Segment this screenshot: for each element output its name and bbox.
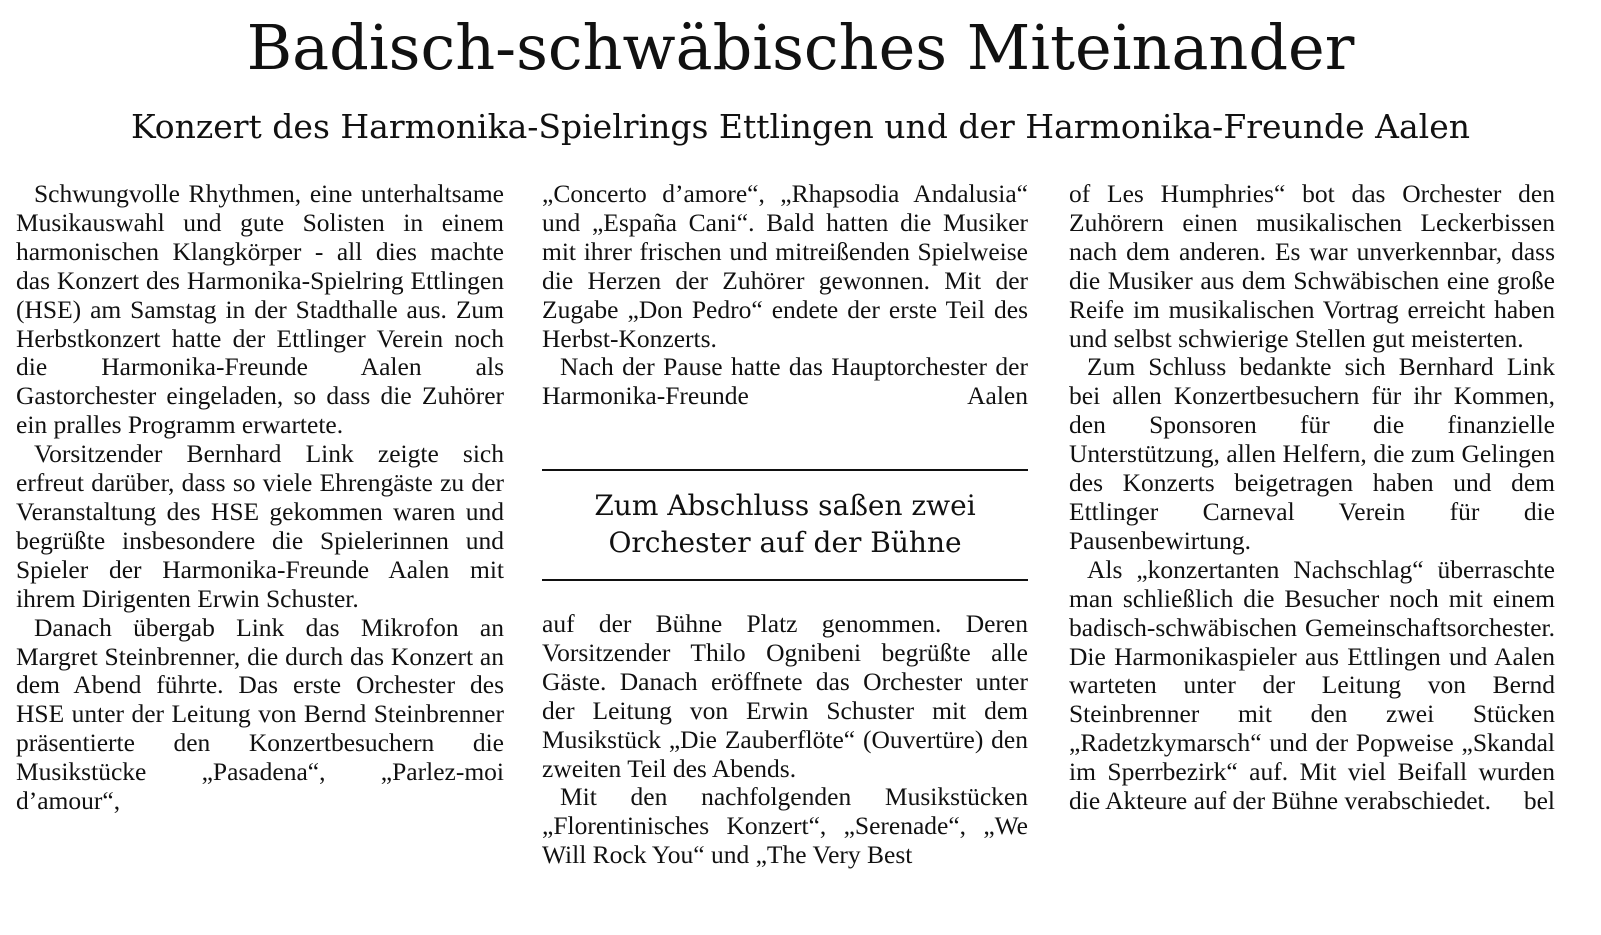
paragraph: of Les Humphries“ bot das Orchester den Zuhörern einen musikalischen Leckerbissen nach dem anderen. Es war unverkennbar, dass die Musiker aus dem Schwäbischen eine große Reife im musikalischen Vortrag erreicht haben und selbst schwierige Stellen gut meisterten. (1069, 179, 1555, 353)
subheadline: Konzert des Harmonika-Spielrings Ettlingen und der Harmonika-Freunde Aalen (130, 107, 1471, 146)
paragraph: Vorsitzender Bernhard Link zeigte sich erfreut darüber, dass so viele Ehrengäste zu der Veranstaltung des HSE gekommen waren und begrüßte insbesondere die Spielerinnen und Spieler der Harmonika-Freunde Aalen mit ihrem Dirigenten Erwin Schuster. (16, 439, 504, 613)
pullquote-line: Zum Abschluss saßen zwei (594, 489, 976, 522)
paragraph (1069, 556, 1555, 816)
article-column-2-continued (542, 610, 1028, 870)
headline: Badisch-schwäbisches Miteinander (246, 11, 1355, 84)
author-signature: bel (1523, 786, 1555, 816)
paragraph-text: Als „konzertanten Nachschlag“ überraschte man schließlich die Besucher noch mit einem badisch-schwäbischen Gemeinschaftsorchester. Die Harmonikaspieler aus Ettlingen und Aalen warteten unter der Leitung von Bernd Steinbrenner mit den zwei Stücken „Radetzkymarsch“ und der Popweise „Skandal im Sperrbezirk“ auf. Mit viel Beifall wurden die Akteure auf der Bühne verabschiedet. (1069, 554, 1555, 816)
paragraph: „Concerto d’amore“, „Rhapsodia Andalusia“ und „España Cani“. Bald hatten die Musiker mit ihrer frischen und mitreißenden Spielweise die Herzen der Zuhörer gewonnen. Mit der Zugabe „Don Pedro“ endete der erste Teil des Herbst-Konzerts. (542, 179, 1028, 353)
pullquote-line: Orchester auf der Bühne (608, 526, 962, 559)
article-column-3 (1069, 180, 1555, 816)
pullquote (542, 469, 1028, 581)
article-column-1 (16, 180, 504, 816)
paragraph: Nach der Pause hatte das Hauptorchester der Harmonika-Freunde Aalen (542, 352, 1028, 411)
paragraph: Zum Schluss bedankte sich Bernhard Link bei allen Konzertbesuchern für ihr Kommen, den Sponsoren für die finanzielle Unterstützung, allen Helfern, die zum Gelingen des Konzerts beigetragen haben und dem Ettlinger Carneval Verein für die Pausenbewirtung. (1069, 352, 1555, 555)
paragraph: auf der Bühne Platz genommen. Deren Vorsitzender Thilo Ognibeni begrüßte alle Gäste. Danach eröffnete das Orchester unter der Leitung von Erwin Schuster mit dem Musikstück „Die Zauberflöte“ (Ouvertüre) den zweiten Teil des Abends. (542, 609, 1028, 783)
paragraph: Mit den nachfolgenden Musikstücken „Florentinisches Konzert“, „Serenade“, „We Will Rock You“ und „The Very Best (542, 782, 1028, 870)
paragraph: Schwungvolle Rhythmen, eine unterhaltsame Musikauswahl und gute Solisten in einem harmonischen Klangkörper - all dies machte das Konzert des Harmonika-Spielring Ettlingen (HSE) am Samstag in der Stadthalle aus. Zum Herbstkonzert hatte der Ettlinger Verein noch die Harmonika-Freunde Aalen als Gastorchester eingeladen, so dass die Zuhörer ein pralles Programm erwartete. (16, 179, 504, 440)
article-column-2 (542, 180, 1028, 411)
paragraph: Danach übergab Link das Mikrofon an Margret Steinbrenner, die durch das Konzert an dem Abend führte. Das erste Orchester des HSE unter der Leitung von Bernd Steinbrenner präsentierte den Konzertbesuchern die Musikstücke „Pasadena“, „Parlez-moi d’amour“, (16, 612, 504, 816)
